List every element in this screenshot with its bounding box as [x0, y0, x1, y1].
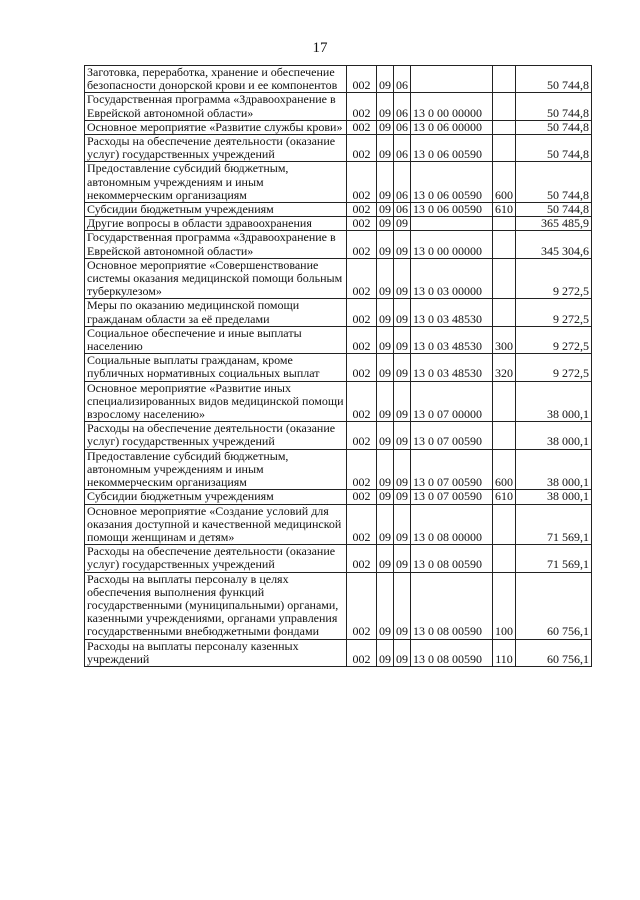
table-row — [85, 449, 592, 490]
target-article-cell — [411, 217, 493, 231]
subsection-code-cell: 06 — [394, 203, 411, 217]
target-article-cell: 13 0 03 48530 — [411, 354, 493, 381]
subsection-code-cell: 09 — [394, 545, 411, 572]
amount-cell: 71 569,1 — [516, 545, 592, 572]
amount-cell: 38 000,1 — [516, 490, 592, 504]
target-article-cell: 13 0 08 00000 — [411, 504, 493, 545]
section-code-cell: 09 — [377, 354, 394, 381]
row-name-cell: Расходы на обеспечение деятельности (оказание услуг) государственных учреждений — [85, 545, 347, 572]
budget-table — [84, 65, 592, 667]
ministry-code-cell: 002 — [347, 93, 377, 120]
row-name-cell: Основное мероприятие «Развитие иных специализированных видов медицинской помощи взрослому населению» — [85, 381, 347, 422]
row-name-cell: Заготовка, переработка, хранение и обеспечение безопасности донорской крови и ее компонентов — [85, 66, 347, 93]
table-row — [85, 93, 592, 120]
amount-cell: 50 744,8 — [516, 120, 592, 134]
target-article-cell — [411, 66, 493, 93]
table-row — [85, 231, 592, 258]
table-row — [85, 217, 592, 231]
section-code-cell: 09 — [377, 217, 394, 231]
table-row — [85, 639, 592, 666]
table-row — [85, 545, 592, 572]
expense-type-cell: 610 — [493, 203, 516, 217]
target-article-cell: 13 0 03 00000 — [411, 258, 493, 299]
target-article-cell: 13 0 00 00000 — [411, 231, 493, 258]
amount-cell: 9 272,5 — [516, 354, 592, 381]
target-article-cell: 13 0 06 00000 — [411, 120, 493, 134]
amount-cell: 345 304,6 — [516, 231, 592, 258]
subsection-code-cell: 06 — [394, 162, 411, 203]
amount-cell: 50 744,8 — [516, 93, 592, 120]
table-row — [85, 326, 592, 353]
row-name-cell: Социальное обеспечение и иные выплаты населению — [85, 326, 347, 353]
expense-type-cell — [493, 231, 516, 258]
amount-cell: 50 744,8 — [516, 203, 592, 217]
row-name-cell: Основное мероприятие «Создание условий для оказания доступной и качественной медицинской помощи женщинам и детям» — [85, 504, 347, 545]
section-code-cell: 09 — [377, 504, 394, 545]
amount-cell: 60 756,1 — [516, 572, 592, 639]
ministry-code-cell: 002 — [347, 449, 377, 490]
target-article-cell: 13 0 06 00590 — [411, 203, 493, 217]
expense-type-cell — [493, 93, 516, 120]
target-article-cell: 13 0 06 00590 — [411, 135, 493, 162]
ministry-code-cell: 002 — [347, 504, 377, 545]
table-row — [85, 258, 592, 299]
amount-cell: 9 272,5 — [516, 326, 592, 353]
row-name-cell: Расходы на выплаты персоналу казенных учреждений — [85, 639, 347, 666]
expense-type-cell: 610 — [493, 490, 516, 504]
subsection-code-cell: 06 — [394, 93, 411, 120]
amount-cell: 50 744,8 — [516, 66, 592, 93]
section-code-cell: 09 — [377, 381, 394, 422]
section-code-cell: 09 — [377, 572, 394, 639]
table-row — [85, 572, 592, 639]
page-number: 17 — [312, 40, 328, 56]
subsection-code-cell: 06 — [394, 66, 411, 93]
target-article-cell: 13 0 07 00590 — [411, 422, 493, 449]
amount-cell: 38 000,1 — [516, 422, 592, 449]
target-article-cell: 13 0 07 00590 — [411, 449, 493, 490]
subsection-code-cell: 09 — [394, 490, 411, 504]
ministry-code-cell: 002 — [347, 217, 377, 231]
subsection-code-cell: 09 — [394, 231, 411, 258]
section-code-cell: 09 — [377, 231, 394, 258]
target-article-cell: 13 0 03 48530 — [411, 326, 493, 353]
section-code-cell: 09 — [377, 93, 394, 120]
subsection-code-cell: 06 — [394, 120, 411, 134]
expense-type-cell — [493, 120, 516, 134]
subsection-code-cell: 09 — [394, 639, 411, 666]
target-article-cell: 13 0 08 00590 — [411, 545, 493, 572]
ministry-code-cell: 002 — [347, 639, 377, 666]
section-code-cell: 09 — [377, 639, 394, 666]
row-name-cell: Предоставление субсидий бюджетным, автономным учреждениям и иным некоммерческим организациям — [85, 449, 347, 490]
amount-cell: 9 272,5 — [516, 258, 592, 299]
expense-type-cell — [493, 66, 516, 93]
ministry-code-cell: 002 — [347, 258, 377, 299]
target-article-cell: 13 0 06 00590 — [411, 162, 493, 203]
row-name-cell: Расходы на обеспечение деятельности (оказание услуг) государственных учреждений — [85, 422, 347, 449]
ministry-code-cell: 002 — [347, 572, 377, 639]
expense-type-cell: 110 — [493, 639, 516, 666]
table-row — [85, 203, 592, 217]
subsection-code-cell: 09 — [394, 504, 411, 545]
expense-type-cell — [493, 422, 516, 449]
amount-cell: 71 569,1 — [516, 504, 592, 545]
row-name-cell: Предоставление субсидий бюджетным, автономным учреждениям и иным некоммерческим организациям — [85, 162, 347, 203]
ministry-code-cell: 002 — [347, 135, 377, 162]
section-code-cell: 09 — [377, 449, 394, 490]
expense-type-cell — [493, 217, 516, 231]
table-row — [85, 381, 592, 422]
expense-type-cell — [493, 258, 516, 299]
section-code-cell: 09 — [377, 326, 394, 353]
amount-cell: 50 744,8 — [516, 135, 592, 162]
section-code-cell: 09 — [377, 203, 394, 217]
ministry-code-cell: 002 — [347, 120, 377, 134]
section-code-cell: 09 — [377, 490, 394, 504]
section-code-cell: 09 — [377, 120, 394, 134]
target-article-cell: 13 0 07 00590 — [411, 490, 493, 504]
table-row — [85, 504, 592, 545]
subsection-code-cell: 09 — [394, 299, 411, 326]
ministry-code-cell: 002 — [347, 422, 377, 449]
ministry-code-cell: 002 — [347, 203, 377, 217]
ministry-code-cell: 002 — [347, 490, 377, 504]
target-article-cell: 13 0 07 00000 — [411, 381, 493, 422]
amount-cell: 38 000,1 — [516, 449, 592, 490]
expense-type-cell — [493, 381, 516, 422]
row-name-cell: Государственная программа «Здравоохранение в Еврейской автономной области» — [85, 93, 347, 120]
expense-type-cell — [493, 504, 516, 545]
expense-type-cell: 300 — [493, 326, 516, 353]
row-name-cell: Основное мероприятие «Совершенствование системы оказания медицинской помощи больным туберкулезом» — [85, 258, 347, 299]
section-code-cell: 09 — [377, 162, 394, 203]
ministry-code-cell: 002 — [347, 231, 377, 258]
row-name-cell: Расходы на выплаты персоналу в целях обеспечения выполнения функций государственными (муниципальными) органами, казенными учреждениями, органами управления государственными внебюджетными фондами — [85, 572, 347, 639]
table-row — [85, 120, 592, 134]
subsection-code-cell: 09 — [394, 449, 411, 490]
table-row — [85, 490, 592, 504]
section-code-cell: 09 — [377, 422, 394, 449]
table-row — [85, 135, 592, 162]
section-code-cell: 09 — [377, 66, 394, 93]
row-name-cell: Субсидии бюджетным учреждениям — [85, 490, 347, 504]
subsection-code-cell: 09 — [394, 258, 411, 299]
table-row — [85, 66, 592, 93]
target-article-cell: 13 0 08 00590 — [411, 572, 493, 639]
ministry-code-cell: 002 — [347, 545, 377, 572]
target-article-cell: 13 0 00 00000 — [411, 93, 493, 120]
ministry-code-cell: 002 — [347, 354, 377, 381]
expense-type-cell: 600 — [493, 162, 516, 203]
row-name-cell: Субсидии бюджетным учреждениям — [85, 203, 347, 217]
ministry-code-cell: 002 — [347, 381, 377, 422]
expense-type-cell: 100 — [493, 572, 516, 639]
expense-type-cell: 600 — [493, 449, 516, 490]
section-code-cell: 09 — [377, 545, 394, 572]
target-article-cell: 13 0 08 00590 — [411, 639, 493, 666]
expense-type-cell — [493, 299, 516, 326]
row-name-cell: Расходы на обеспечение деятельности (оказание услуг) государственных учреждений — [85, 135, 347, 162]
section-code-cell: 09 — [377, 299, 394, 326]
target-article-cell: 13 0 03 48530 — [411, 299, 493, 326]
amount-cell: 9 272,5 — [516, 299, 592, 326]
subsection-code-cell: 09 — [394, 381, 411, 422]
ministry-code-cell: 002 — [347, 299, 377, 326]
row-name-cell: Государственная программа «Здравоохранение в Еврейской автономной области» — [85, 231, 347, 258]
subsection-code-cell: 09 — [394, 354, 411, 381]
subsection-code-cell: 09 — [394, 422, 411, 449]
row-name-cell: Социальные выплаты гражданам, кроме публичных нормативных социальных выплат — [85, 354, 347, 381]
table-row — [85, 354, 592, 381]
table-row — [85, 162, 592, 203]
amount-cell: 50 744,8 — [516, 162, 592, 203]
ministry-code-cell: 002 — [347, 66, 377, 93]
expense-type-cell — [493, 545, 516, 572]
amount-cell: 38 000,1 — [516, 381, 592, 422]
expense-type-cell — [493, 135, 516, 162]
table-row — [85, 422, 592, 449]
row-name-cell: Другие вопросы в области здравоохранения — [85, 217, 347, 231]
ministry-code-cell: 002 — [347, 162, 377, 203]
section-code-cell: 09 — [377, 135, 394, 162]
ministry-code-cell: 002 — [347, 326, 377, 353]
subsection-code-cell: 09 — [394, 572, 411, 639]
row-name-cell: Меры по оказанию медицинской помощи гражданам области за её пределами — [85, 299, 347, 326]
row-name-cell: Основное мероприятие «Развитие службы крови» — [85, 120, 347, 134]
subsection-code-cell: 09 — [394, 217, 411, 231]
subsection-code-cell: 06 — [394, 135, 411, 162]
budget-table-body — [85, 66, 592, 667]
table-row — [85, 299, 592, 326]
subsection-code-cell: 09 — [394, 326, 411, 353]
section-code-cell: 09 — [377, 258, 394, 299]
expense-type-cell: 320 — [493, 354, 516, 381]
amount-cell: 60 756,1 — [516, 639, 592, 666]
amount-cell: 365 485,9 — [516, 217, 592, 231]
